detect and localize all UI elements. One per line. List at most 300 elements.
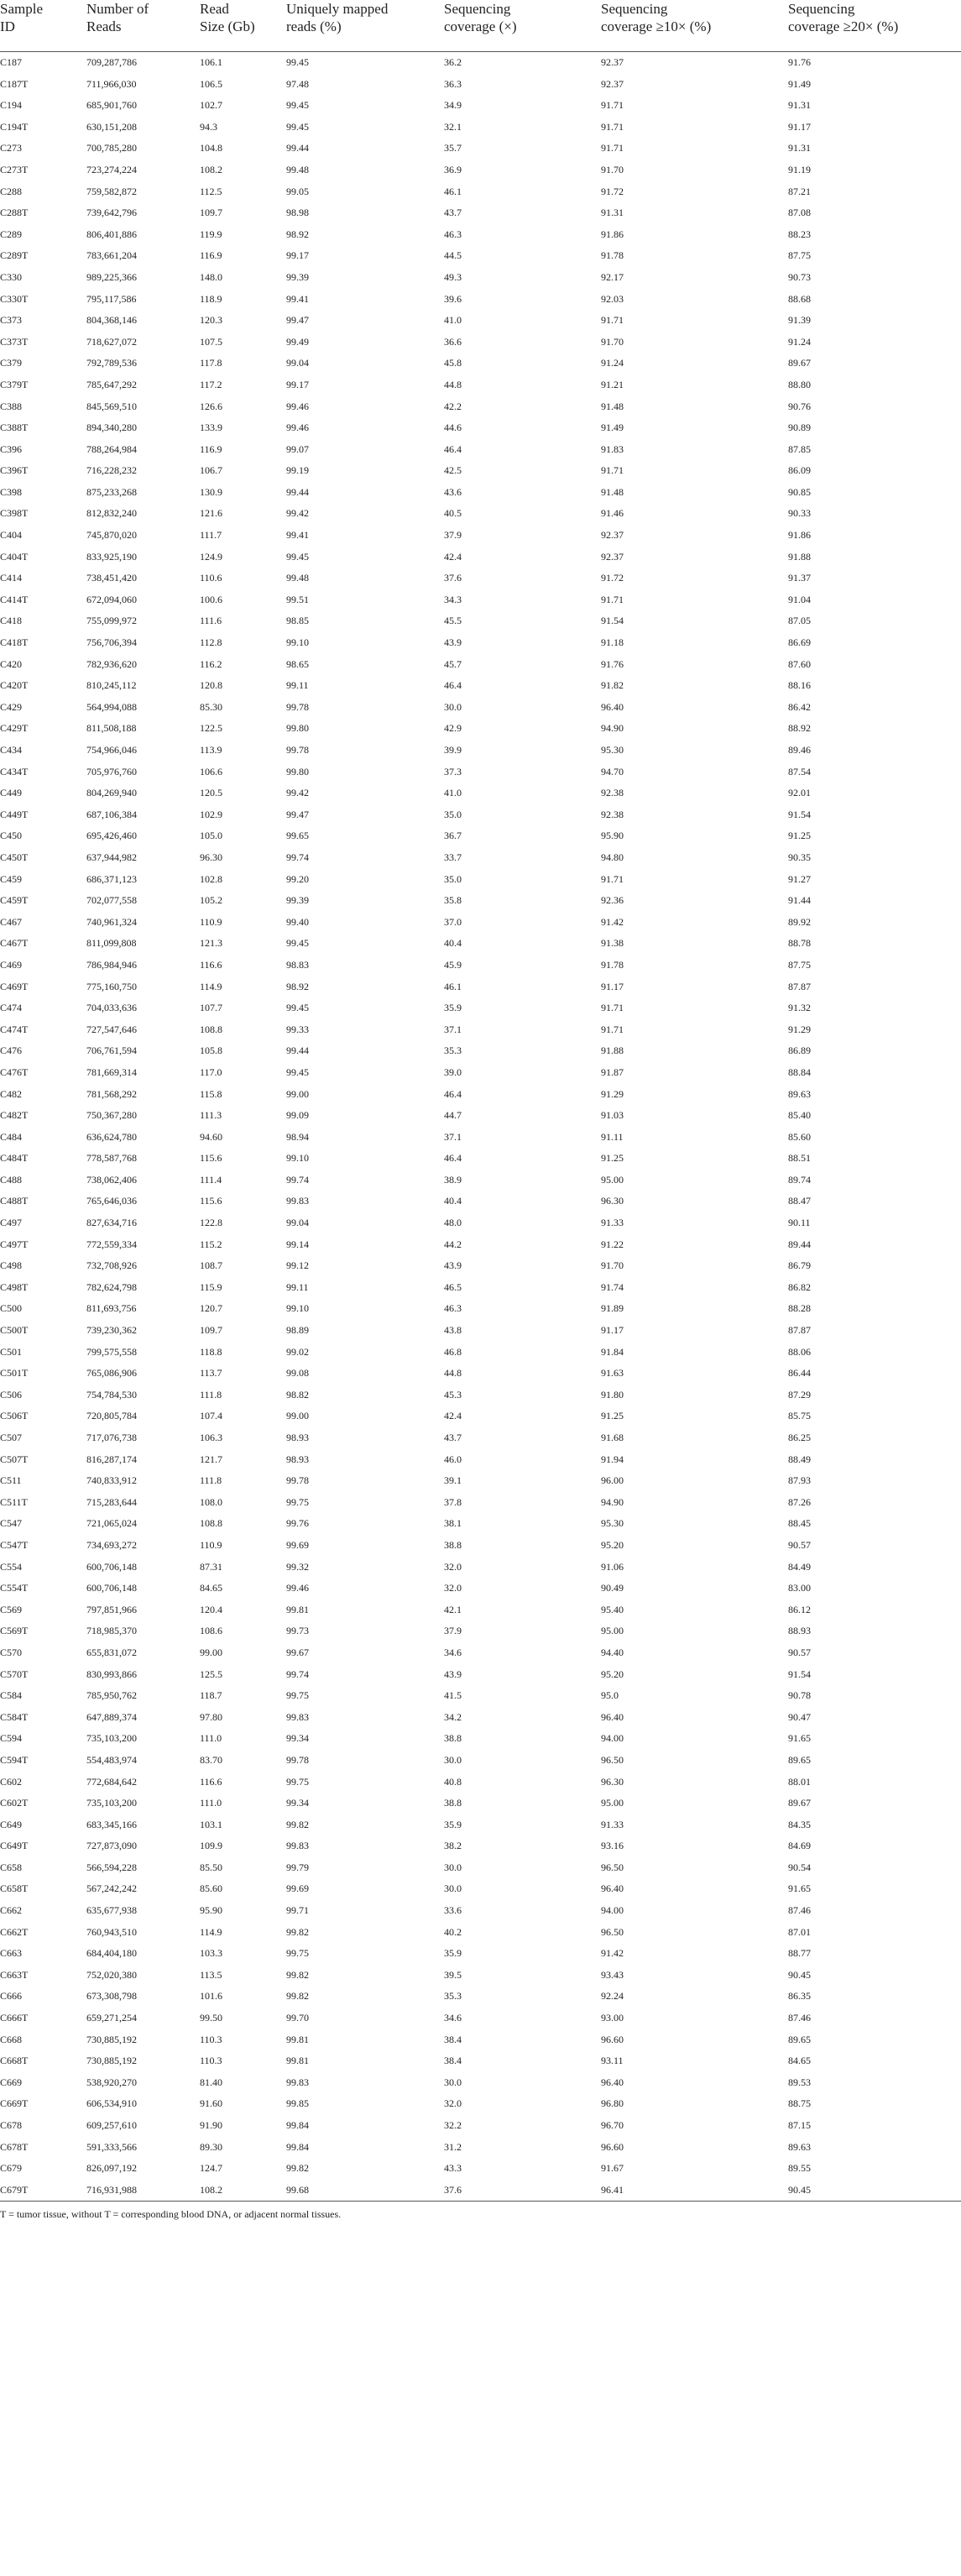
table-cell: 87.29 [788,1388,811,1401]
table-cell: 103.3 [200,1947,222,1960]
table-cell: 738,451,420 [86,572,137,584]
table-cell: 91.21 [601,378,624,390]
table-cell: 99.78 [286,1474,309,1487]
table-cell: 37.8 [444,1495,462,1508]
table-cell: 88.77 [788,1947,811,1960]
table-cell: 96.30 [200,851,222,863]
table-row [0,1148,961,1170]
table-cell: C187 [0,56,23,68]
table-cell: 99.11 [286,1280,309,1293]
table-cell: 754,966,046 [86,744,137,756]
table-cell: 92.36 [601,894,624,907]
table-cell: 98.92 [286,980,309,992]
table-cell: 99.78 [286,744,309,756]
table-cell: C450 [0,830,23,842]
table-cell: 91.32 [788,1002,811,1014]
table-cell: C669T [0,2097,29,2110]
table-cell: 108.0 [200,1495,222,1508]
table-cell: C570T [0,1668,29,1680]
table-cell: 99.82 [286,1818,309,1830]
table-cell: 90.11 [788,1217,811,1229]
table-cell: 86.69 [788,636,811,649]
table-cell: 94.80 [601,851,624,863]
table-cell: 92.37 [601,529,624,542]
table-row [0,1685,961,1707]
table-cell: 734,693,272 [86,1538,137,1551]
table-cell: 792,789,536 [86,357,137,369]
table-row [0,1857,961,1879]
table-cell: 89.63 [788,1087,811,1100]
table-cell: 92.37 [601,77,624,90]
table-row [0,783,961,804]
table-cell: 91.17 [601,1324,624,1337]
table-row [0,1170,961,1191]
table-cell: 99.04 [286,357,309,369]
table-row [0,1105,961,1127]
table-cell: 96.40 [601,1882,624,1895]
table-cell: C594T [0,1753,29,1766]
table-cell: 98.93 [286,1432,309,1443]
table-cell: 42.5 [444,464,462,477]
table-cell: 99.81 [286,1603,309,1615]
table-cell: 91.22 [601,1238,624,1250]
table-cell: C497T [0,1238,29,1250]
table-row [0,1664,961,1686]
table-cell: 785,647,292 [86,378,137,390]
table-cell: 702,077,558 [86,894,137,907]
table-cell: 87.31 [200,1560,222,1573]
table-cell: 45.5 [444,615,462,627]
table-cell: 31.2 [444,2140,462,2153]
table-cell: C418 [0,615,23,627]
table-cell: 87.01 [788,1925,811,1938]
table-cell: 99.65 [286,830,309,842]
table-cell: 37.9 [444,529,462,542]
table-cell: 95.90 [200,1904,222,1917]
table-cell: 87.08 [788,207,811,219]
table-cell: 106.1 [200,56,222,68]
table-cell: 91.37 [788,572,811,584]
table-cell: 778,587,768 [86,1152,137,1165]
table-cell: 88.84 [788,1065,811,1078]
table-cell: C662 [0,1904,23,1917]
table-cell: 107.4 [200,1410,222,1422]
table-cell: 811,099,808 [86,937,137,950]
table-cell: 811,508,188 [86,722,137,735]
table-cell: 91.54 [788,808,811,820]
table-cell: 830,993,866 [86,1668,137,1680]
table-cell: 41.0 [444,787,462,799]
table-cell: 99.76 [286,1517,309,1530]
table-row [0,1127,961,1149]
table-cell: C414 [0,572,23,584]
table-cell: 37.1 [444,1130,462,1143]
header-number-of-reads: Number of Reads [86,0,200,52]
table-cell: 94.40 [601,1646,624,1658]
table-cell: 99.69 [286,1538,309,1551]
table-cell: C469 [0,958,23,971]
table-cell: 89.63 [788,2140,811,2153]
table-cell: 84.65 [200,1582,222,1594]
table-row [0,74,961,96]
table-cell: 90.89 [788,421,811,434]
table-cell: 91.11 [601,1130,624,1143]
table-row [0,869,961,891]
table-row [0,762,961,783]
table-cell: 91.82 [601,679,624,692]
table-cell: 99.00 [200,1646,222,1658]
table-cell: C554 [0,1560,23,1573]
table-row [0,1642,961,1664]
table-cell: 36.9 [444,163,462,175]
table-row [0,525,961,547]
table-cell: 87.85 [788,442,811,455]
table-cell: 754,784,530 [86,1388,137,1401]
table-cell: 43.7 [444,1432,462,1443]
table-cell: C511T [0,1495,28,1508]
table-cell: 99.46 [286,400,309,412]
table-row [0,1772,961,1793]
table-cell: 112.5 [200,185,222,197]
table-cell: 116.9 [200,442,222,455]
table-cell: 735,103,200 [86,1797,137,1809]
table-cell: 811,693,756 [86,1302,137,1315]
table-row [0,1513,961,1535]
table-cell: 36.7 [444,830,462,842]
table-row [0,138,961,160]
table-row [0,1427,961,1449]
header-sample-id: Sample ID [0,0,86,52]
table-cell: 87.60 [788,657,811,670]
table-cell: 91.42 [601,1947,624,1960]
table-cell: 116.2 [200,657,222,670]
table-cell: 845,569,510 [86,400,137,412]
table-cell: 40.8 [444,1775,462,1788]
table-cell: 99.00 [286,1410,309,1422]
table-cell: 46.4 [444,1152,462,1165]
table-cell: 99.08 [286,1367,309,1380]
table-cell: 718,985,370 [86,1625,137,1637]
table-cell: 32.0 [444,2097,462,2110]
table-cell: 775,160,750 [86,980,137,992]
table-cell: 695,426,460 [86,830,137,842]
table-row [0,675,961,697]
table-cell: 86.44 [788,1367,811,1380]
table-cell: 716,931,988 [86,2180,200,2202]
table-cell: C418T [0,636,29,649]
table-cell: 111.8 [200,1474,222,1487]
table-cell: 91.83 [601,442,624,455]
table-cell: C500 [0,1302,23,1315]
table-cell: 730,885,192 [86,2033,137,2045]
table-cell: 108.6 [200,1625,222,1637]
table-cell: 750,367,280 [86,1109,137,1122]
table-cell: 86.12 [788,1603,811,1615]
table-cell: 32.1 [444,120,462,133]
table-cell: 99.44 [286,1045,309,1057]
table-cell: 97.48 [286,77,309,90]
table-cell: 111.0 [200,1797,222,1809]
table-row [0,1557,961,1579]
table-cell: C398T [0,507,29,520]
table-cell: C658 [0,1861,23,1873]
table-cell: 101.6 [200,1990,222,2003]
table-row [0,202,961,224]
table-cell: 46.1 [444,980,462,992]
table-row [0,1040,961,1062]
table-cell: 33.6 [444,1904,462,1917]
table-cell: 99.81 [286,2055,309,2067]
table-cell: 91.71 [601,120,624,133]
table-cell: 39.6 [444,292,462,305]
table-cell: 43.6 [444,485,462,498]
table-cell: 95.30 [601,1517,624,1530]
table-cell: C434 [0,744,23,756]
table-cell: 34.3 [444,593,462,605]
table-cell: 89.30 [200,2140,222,2153]
table-cell: C459 [0,872,23,885]
table-cell: 90.54 [788,1861,811,1873]
table-cell: 85.30 [200,700,222,713]
table-cell: C488 [0,1173,23,1186]
table-cell: C388T [0,421,29,434]
table-row [0,2180,961,2202]
table-row [0,503,961,525]
table-cell: 130.9 [200,485,222,498]
table-row [0,1320,961,1342]
header-coverage-10x: Sequencing coverage ≥10× (%) [601,0,788,52]
table-cell: 99.82 [286,1990,309,2003]
table-cell: 99.20 [286,872,309,885]
table-cell: C649T [0,1840,29,1852]
table-cell: C569 [0,1603,23,1615]
table-cell: 38.1 [444,1517,462,1530]
table-cell: 716,228,232 [86,464,137,477]
table-cell: C469T [0,980,29,992]
table-cell: 95.00 [601,1797,624,1809]
table-cell: 94.60 [200,1130,222,1143]
table-cell: 107.5 [200,335,222,348]
table-row [0,374,961,396]
table-cell: 700,785,280 [86,142,137,154]
table-cell: 95.20 [601,1668,624,1680]
table-cell: 709,287,786 [86,56,137,68]
table-cell: 99.42 [286,787,309,799]
table-cell: C668 [0,2033,23,2045]
table-cell: 43.7 [444,207,462,219]
table-cell: 735,103,200 [86,1732,137,1745]
table-cell: 85.60 [788,1130,811,1143]
table-cell: 99.34 [286,1732,309,1745]
table-cell: C497 [0,1217,23,1229]
header-row [0,0,961,52]
table-cell: 99.39 [286,270,309,283]
table-cell: 810,245,112 [86,679,137,692]
table-row [0,1342,961,1364]
table-cell: 115.9 [200,1280,222,1293]
table-row [0,1878,961,1900]
table-cell: 91.65 [788,1732,811,1745]
table-row [0,1255,961,1277]
table-cell: 111.8 [200,1388,222,1401]
table-row [0,1212,961,1234]
table-cell: 90.73 [788,270,811,283]
table-cell: 94.00 [601,1732,624,1745]
table-cell: 99.83 [286,1840,309,1852]
table-cell: 683,345,166 [86,1818,137,1830]
table-cell: C507 [0,1432,23,1443]
table-cell: 89.67 [788,1797,811,1809]
table-cell: 739,230,362 [86,1324,137,1337]
table-cell: 113.5 [200,1968,222,1981]
table-cell: 84.69 [788,1840,811,1852]
table-cell: 38.8 [444,1797,462,1809]
table-cell: 30.0 [444,2076,462,2088]
table-cell: 87.93 [788,1474,811,1487]
table-cell: 90.57 [788,1538,811,1551]
table-row [0,847,961,869]
table-row [0,955,961,976]
table-row [0,654,961,676]
table-cell: 600,706,148 [86,1582,137,1594]
table-row [0,1363,961,1385]
table-cell: 93.00 [601,2012,624,2024]
table-cell: 118.9 [200,292,222,305]
table-cell: 44.8 [444,1367,462,1380]
table-cell: 95.0 [601,1689,619,1702]
table-cell: 91.31 [601,207,624,219]
table-cell: 99.14 [286,1238,309,1250]
table-cell: 115.8 [200,1087,222,1100]
table-cell: 99.02 [286,1345,309,1358]
table-row [0,396,961,418]
table-cell: C501 [0,1345,23,1358]
table-cell: 37.0 [444,915,462,928]
table-cell: 91.25 [601,1410,624,1422]
table-cell: 110.9 [200,1538,222,1551]
table-cell: 91.76 [788,56,811,68]
table-cell: 99.45 [286,937,309,950]
table-cell: 635,677,938 [86,1904,137,1917]
table-cell: 44.2 [444,1238,462,1250]
table-cell: 99.39 [286,894,309,907]
table-cell: C668T [0,2055,29,2067]
table-cell: 91.17 [788,120,811,133]
table-cell: 39.5 [444,1968,462,1981]
table-row [0,1449,961,1471]
table-cell: 96.41 [601,2180,788,2202]
table-cell: 44.6 [444,421,462,434]
table-cell: 122.5 [200,722,222,735]
table-cell: 104.8 [200,142,222,154]
table-cell: 91.29 [601,1087,624,1100]
table-cell: 148.0 [200,270,222,283]
table-cell: 98.94 [286,1130,309,1143]
table-cell: 87.46 [788,2012,811,2024]
table-cell: 86.82 [788,1280,811,1293]
table-row [0,1535,961,1557]
table-cell: 684,404,180 [86,1947,137,1960]
table-cell: 720,805,784 [86,1410,137,1422]
table-cell: 109.9 [200,1840,222,1852]
table-row [0,1965,961,1987]
table-cell: 90.49 [601,1582,624,1594]
table-cell: 106.7 [200,464,222,477]
table-cell: C194 [0,99,23,112]
table-cell: C330 [0,270,23,283]
table-cell: 43.8 [444,1324,462,1337]
table-cell: 99.45 [286,1065,309,1078]
table-cell: 35.3 [444,1045,462,1057]
table-cell: 91.42 [601,915,624,928]
table-cell: 125.5 [200,1668,222,1680]
table-cell: 606,534,910 [86,2097,137,2110]
table-cell: 99.82 [286,1925,309,1938]
table-cell: 88.16 [788,679,811,692]
table-cell: 88.47 [788,1195,811,1207]
table-cell: C484T [0,1152,29,1165]
table-cell: 111.6 [200,615,222,627]
table-cell: C388 [0,400,23,412]
table-cell: 91.70 [601,335,624,348]
table-row [0,1814,961,1836]
table-cell: 833,925,190 [86,550,137,563]
table-cell: 98.85 [286,615,309,627]
table-row [0,2008,961,2029]
table-row [0,1835,961,1857]
table-cell: 738,062,406 [86,1173,137,1186]
table-cell: 765,646,036 [86,1195,137,1207]
table-cell: 91.04 [788,593,811,605]
table-cell: C420T [0,679,29,692]
table-cell: 772,684,642 [86,1775,137,1788]
table-cell: 97.80 [200,1710,222,1723]
table-cell: 42.4 [444,550,462,563]
table-cell: 96.30 [601,1775,624,1788]
table-cell: 99.45 [286,550,309,563]
table-cell: C488T [0,1195,29,1207]
table-cell: 108.8 [200,1517,222,1530]
table-row [0,482,961,504]
table-row [0,632,961,654]
table-cell: 99.10 [286,1152,309,1165]
table-cell: 124.7 [200,2162,222,2175]
table-cell: 99.80 [286,765,309,778]
table-cell: C398 [0,485,23,498]
table-row [0,1578,961,1600]
table-cell: 772,559,334 [86,1238,137,1250]
table-cell: 826,097,192 [86,2162,137,2175]
table-cell: 99.82 [286,2162,309,2175]
table-cell: 94.3 [200,120,217,133]
table-row [0,310,961,332]
table-cell: 120.7 [200,1302,222,1315]
table-cell: 91.72 [601,572,624,584]
table-cell: C194T [0,120,29,133]
table-cell: 91.24 [601,357,624,369]
table-row [0,589,961,611]
table-cell: 781,568,292 [86,1087,137,1100]
table-cell: 32.2 [444,2119,462,2131]
table-cell: 84.35 [788,1818,811,1830]
table-cell: 89.92 [788,915,811,928]
table-cell: 99.10 [286,1302,309,1315]
table-cell: 46.3 [444,1302,462,1315]
table-cell: C449T [0,808,29,820]
table-cell: C373 [0,314,23,327]
table-cell: 96.70 [601,2119,624,2131]
table-cell: 105.2 [200,894,222,907]
